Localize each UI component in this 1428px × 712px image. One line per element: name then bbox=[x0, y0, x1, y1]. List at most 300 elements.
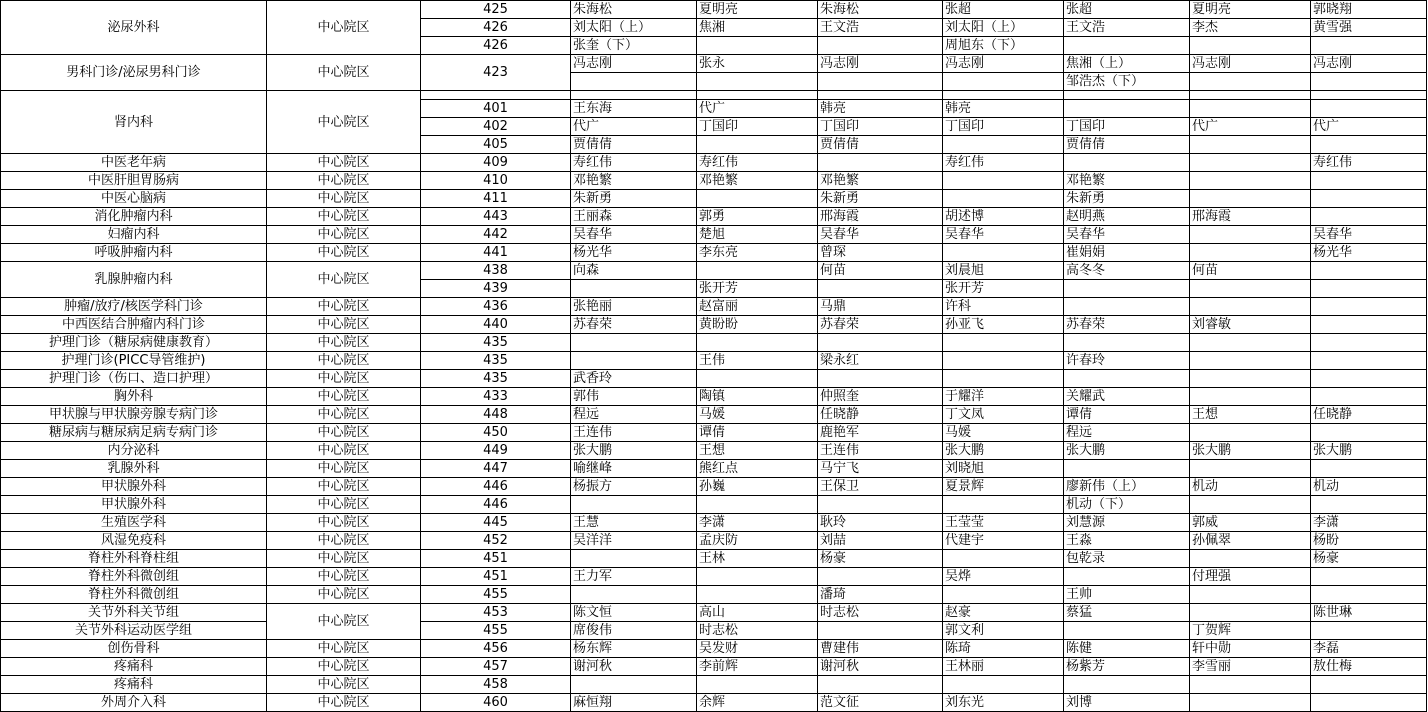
doctor-cell[interactable]: 刘慧源 bbox=[1064, 514, 1190, 532]
room-cell[interactable]: 453 bbox=[421, 604, 571, 622]
doctor-cell[interactable]: 王帅 bbox=[1064, 586, 1190, 604]
doctor-cell[interactable]: 代广 bbox=[1311, 118, 1427, 136]
doctor-cell[interactable]: 丁国印 bbox=[943, 118, 1064, 136]
doctor-cell[interactable]: 焦湘（上） bbox=[1064, 55, 1190, 73]
department-cell[interactable]: 胸外科 bbox=[1, 388, 267, 406]
doctor-cell[interactable]: 丁文凤 bbox=[943, 406, 1064, 424]
doctor-cell[interactable]: 朱海松 bbox=[818, 1, 943, 19]
doctor-cell[interactable]: 郭文利 bbox=[943, 622, 1064, 640]
doctor-cell[interactable]: 李潇 bbox=[1311, 514, 1427, 532]
doctor-cell[interactable] bbox=[818, 154, 943, 172]
room-cell[interactable]: 451 bbox=[421, 550, 571, 568]
doctor-cell[interactable]: 李东亮 bbox=[697, 244, 818, 262]
room-cell[interactable]: 446 bbox=[421, 478, 571, 496]
department-cell[interactable]: 中医老年病 bbox=[1, 154, 267, 172]
doctor-cell[interactable] bbox=[1064, 154, 1190, 172]
doctor-cell[interactable] bbox=[571, 586, 697, 604]
doctor-cell[interactable] bbox=[697, 37, 818, 55]
doctor-cell[interactable]: 崔娟娟 bbox=[1064, 244, 1190, 262]
doctor-cell[interactable]: 孙亚飞 bbox=[943, 316, 1064, 334]
room-cell[interactable]: 447 bbox=[421, 460, 571, 478]
campus-cell[interactable]: 中心院区 bbox=[267, 460, 421, 478]
doctor-cell[interactable] bbox=[818, 568, 943, 586]
doctor-cell[interactable]: 张艳丽 bbox=[571, 298, 697, 316]
doctor-cell[interactable]: 关耀武 bbox=[1064, 388, 1190, 406]
room-cell[interactable]: 441 bbox=[421, 244, 571, 262]
doctor-cell[interactable]: 杨振方 bbox=[571, 478, 697, 496]
doctor-cell[interactable] bbox=[1064, 622, 1190, 640]
doctor-cell[interactable] bbox=[571, 496, 697, 514]
doctor-cell[interactable]: 吴春华 bbox=[943, 226, 1064, 244]
doctor-cell[interactable]: 冯志刚 bbox=[1190, 55, 1311, 73]
room-cell[interactable]: 402 bbox=[421, 118, 571, 136]
doctor-cell[interactable] bbox=[1190, 424, 1311, 442]
doctor-cell[interactable]: 郭勇 bbox=[697, 208, 818, 226]
doctor-cell[interactable]: 许科 bbox=[943, 298, 1064, 316]
doctor-cell[interactable]: 梁永红 bbox=[818, 352, 943, 370]
doctor-cell[interactable]: 杨豪 bbox=[818, 550, 943, 568]
doctor-cell[interactable]: 苏春荣 bbox=[571, 316, 697, 334]
room-cell[interactable]: 409 bbox=[421, 154, 571, 172]
doctor-cell[interactable]: 谢河秋 bbox=[818, 658, 943, 676]
doctor-cell[interactable] bbox=[697, 190, 818, 208]
doctor-cell[interactable] bbox=[697, 334, 818, 352]
doctor-cell[interactable]: 胡述博 bbox=[943, 208, 1064, 226]
campus-cell[interactable]: 中心院区 bbox=[267, 442, 421, 460]
department-cell[interactable]: 甲状腺外科 bbox=[1, 496, 267, 514]
doctor-cell[interactable]: 张奎（下） bbox=[571, 37, 697, 55]
doctor-cell[interactable]: 机动 bbox=[1190, 478, 1311, 496]
doctor-cell[interactable]: 刘喆 bbox=[818, 532, 943, 550]
doctor-cell[interactable]: 楚旭 bbox=[697, 226, 818, 244]
doctor-cell[interactable]: 王伟 bbox=[697, 352, 818, 370]
doctor-cell[interactable]: 代建宇 bbox=[943, 532, 1064, 550]
doctor-cell[interactable]: 张永 bbox=[697, 55, 818, 73]
doctor-cell[interactable]: 丁贺辉 bbox=[1190, 622, 1311, 640]
doctor-cell[interactable] bbox=[818, 73, 943, 91]
doctor-cell[interactable] bbox=[1311, 298, 1427, 316]
campus-cell[interactable]: 中心院区 bbox=[267, 226, 421, 244]
doctor-cell[interactable]: 李磊 bbox=[1311, 640, 1427, 658]
doctor-cell[interactable] bbox=[1311, 262, 1427, 280]
doctor-cell[interactable] bbox=[943, 370, 1064, 388]
doctor-cell[interactable]: 朱海松 bbox=[571, 1, 697, 19]
doctor-cell[interactable] bbox=[1311, 136, 1427, 154]
doctor-cell[interactable]: 李杰 bbox=[1190, 19, 1311, 37]
doctor-cell[interactable] bbox=[1190, 280, 1311, 298]
doctor-cell[interactable]: 王保卫 bbox=[818, 478, 943, 496]
doctor-cell[interactable]: 喻继峰 bbox=[571, 460, 697, 478]
doctor-cell[interactable]: 代广 bbox=[697, 100, 818, 118]
doctor-cell[interactable]: 王想 bbox=[697, 442, 818, 460]
doctor-cell[interactable]: 王力军 bbox=[571, 568, 697, 586]
doctor-cell[interactable] bbox=[818, 334, 943, 352]
doctor-cell[interactable] bbox=[1064, 280, 1190, 298]
campus-cell[interactable]: 中心院区 bbox=[267, 424, 421, 442]
doctor-cell[interactable]: 马媛 bbox=[943, 424, 1064, 442]
doctor-cell[interactable]: 王淼 bbox=[1064, 532, 1190, 550]
department-cell[interactable]: 内分泌科 bbox=[1, 442, 267, 460]
doctor-cell[interactable]: 丁国印 bbox=[1064, 118, 1190, 136]
doctor-cell[interactable] bbox=[943, 244, 1064, 262]
campus-cell[interactable]: 中心院区 bbox=[267, 55, 421, 91]
room-cell[interactable]: 449 bbox=[421, 442, 571, 460]
department-cell[interactable]: 脊柱外科微创组 bbox=[1, 568, 267, 586]
doctor-cell[interactable]: 赵富丽 bbox=[697, 298, 818, 316]
doctor-cell[interactable] bbox=[943, 73, 1064, 91]
doctor-cell[interactable] bbox=[1190, 352, 1311, 370]
room-cell[interactable]: 435 bbox=[421, 370, 571, 388]
doctor-cell[interactable] bbox=[697, 568, 818, 586]
doctor-cell[interactable]: 黄雪强 bbox=[1311, 19, 1427, 37]
doctor-cell[interactable] bbox=[1190, 676, 1311, 694]
doctor-cell[interactable]: 孟庆防 bbox=[697, 532, 818, 550]
room-cell[interactable]: 405 bbox=[421, 136, 571, 154]
doctor-cell[interactable] bbox=[1190, 73, 1311, 91]
doctor-cell[interactable]: 邓艳繁 bbox=[1064, 172, 1190, 190]
room-cell[interactable]: 401 bbox=[421, 100, 571, 118]
room-cell[interactable]: 448 bbox=[421, 406, 571, 424]
department-cell[interactable]: 泌尿外科 bbox=[1, 1, 267, 55]
campus-cell[interactable]: 中心院区 bbox=[267, 334, 421, 352]
doctor-cell[interactable]: 高冬冬 bbox=[1064, 262, 1190, 280]
doctor-cell[interactable]: 轩中勋 bbox=[1190, 640, 1311, 658]
department-cell[interactable]: 疼痛科 bbox=[1, 676, 267, 694]
doctor-cell[interactable] bbox=[1190, 244, 1311, 262]
room-cell[interactable]: 455 bbox=[421, 622, 571, 640]
doctor-cell[interactable]: 吴发财 bbox=[697, 640, 818, 658]
doctor-cell[interactable] bbox=[1311, 316, 1427, 334]
campus-cell[interactable]: 中心院区 bbox=[267, 496, 421, 514]
doctor-cell[interactable]: 杨光华 bbox=[571, 244, 697, 262]
doctor-cell[interactable] bbox=[818, 37, 943, 55]
doctor-cell[interactable] bbox=[571, 334, 697, 352]
doctor-cell[interactable] bbox=[1064, 298, 1190, 316]
doctor-cell[interactable]: 余辉 bbox=[697, 694, 818, 712]
room-cell[interactable]: 450 bbox=[421, 424, 571, 442]
doctor-cell[interactable]: 刘睿敏 bbox=[1190, 316, 1311, 334]
department-cell[interactable]: 呼吸肿瘤内科 bbox=[1, 244, 267, 262]
room-cell[interactable]: 452 bbox=[421, 532, 571, 550]
room-cell[interactable]: 435 bbox=[421, 352, 571, 370]
doctor-cell[interactable]: 杨光华 bbox=[1311, 244, 1427, 262]
doctor-cell[interactable]: 马鼎 bbox=[818, 298, 943, 316]
doctor-cell[interactable] bbox=[1311, 370, 1427, 388]
doctor-cell[interactable]: 曹建伟 bbox=[818, 640, 943, 658]
doctor-cell[interactable] bbox=[1311, 586, 1427, 604]
doctor-cell[interactable]: 朱新勇 bbox=[1064, 190, 1190, 208]
doctor-cell[interactable] bbox=[818, 91, 943, 100]
campus-cell[interactable]: 中心院区 bbox=[267, 352, 421, 370]
doctor-cell[interactable]: 夏明亮 bbox=[1190, 1, 1311, 19]
doctor-cell[interactable] bbox=[1311, 91, 1427, 100]
doctor-cell[interactable]: 王林 bbox=[697, 550, 818, 568]
doctor-cell[interactable]: 赵豪 bbox=[943, 604, 1064, 622]
doctor-cell[interactable] bbox=[943, 172, 1064, 190]
doctor-cell[interactable]: 时志松 bbox=[818, 604, 943, 622]
doctor-cell[interactable]: 机动（下） bbox=[1064, 496, 1190, 514]
doctor-cell[interactable]: 何苗 bbox=[818, 262, 943, 280]
doctor-cell[interactable]: 陈琦 bbox=[943, 640, 1064, 658]
campus-cell[interactable]: 中心院区 bbox=[267, 244, 421, 262]
campus-cell[interactable]: 中心院区 bbox=[267, 658, 421, 676]
doctor-cell[interactable] bbox=[697, 262, 818, 280]
doctor-cell[interactable] bbox=[1311, 388, 1427, 406]
doctor-cell[interactable] bbox=[1064, 334, 1190, 352]
doctor-cell[interactable]: 苏春荣 bbox=[1064, 316, 1190, 334]
doctor-cell[interactable]: 冯志刚 bbox=[571, 55, 697, 73]
doctor-cell[interactable] bbox=[697, 496, 818, 514]
doctor-cell[interactable] bbox=[818, 676, 943, 694]
campus-cell[interactable]: 中心院区 bbox=[267, 586, 421, 604]
campus-cell[interactable]: 中心院区 bbox=[267, 298, 421, 316]
doctor-cell[interactable]: 付理强 bbox=[1190, 568, 1311, 586]
department-cell[interactable]: 消化肿瘤内科 bbox=[1, 208, 267, 226]
campus-cell[interactable]: 中心院区 bbox=[267, 640, 421, 658]
doctor-cell[interactable]: 廖新伟（上） bbox=[1064, 478, 1190, 496]
doctor-cell[interactable]: 程远 bbox=[571, 406, 697, 424]
doctor-cell[interactable] bbox=[697, 136, 818, 154]
doctor-cell[interactable] bbox=[1064, 370, 1190, 388]
doctor-cell[interactable]: 赵明燕 bbox=[1064, 208, 1190, 226]
doctor-cell[interactable]: 机动 bbox=[1311, 478, 1427, 496]
doctor-cell[interactable]: 丁国印 bbox=[697, 118, 818, 136]
doctor-cell[interactable] bbox=[697, 91, 818, 100]
room-cell[interactable]: 439 bbox=[421, 280, 571, 298]
doctor-cell[interactable] bbox=[697, 676, 818, 694]
doctor-cell[interactable]: 夏景辉 bbox=[943, 478, 1064, 496]
doctor-cell[interactable]: 吴烨 bbox=[943, 568, 1064, 586]
department-cell[interactable]: 脊柱外科微创组 bbox=[1, 586, 267, 604]
doctor-cell[interactable]: 蔡猛 bbox=[1064, 604, 1190, 622]
doctor-cell[interactable]: 向森 bbox=[571, 262, 697, 280]
doctor-cell[interactable]: 王文浩 bbox=[1064, 19, 1190, 37]
doctor-cell[interactable] bbox=[1190, 370, 1311, 388]
doctor-cell[interactable]: 谭倩 bbox=[697, 424, 818, 442]
campus-cell[interactable]: 中心院区 bbox=[267, 262, 421, 298]
doctor-cell[interactable]: 寿红伟 bbox=[571, 154, 697, 172]
doctor-cell[interactable] bbox=[818, 496, 943, 514]
campus-cell[interactable]: 中心院区 bbox=[267, 532, 421, 550]
department-cell[interactable]: 乳腺肿瘤内科 bbox=[1, 262, 267, 298]
doctor-cell[interactable]: 敖仕梅 bbox=[1311, 658, 1427, 676]
campus-cell[interactable]: 中心院区 bbox=[267, 604, 421, 640]
doctor-cell[interactable] bbox=[818, 280, 943, 298]
room-cell[interactable]: 458 bbox=[421, 676, 571, 694]
doctor-cell[interactable]: 吴春华 bbox=[1064, 226, 1190, 244]
doctor-cell[interactable]: 王连伟 bbox=[818, 442, 943, 460]
doctor-cell[interactable] bbox=[1190, 496, 1311, 514]
doctor-cell[interactable] bbox=[1190, 694, 1311, 712]
department-cell[interactable]: 肿瘤/放疗/核医学科门诊 bbox=[1, 298, 267, 316]
room-cell[interactable]: 440 bbox=[421, 316, 571, 334]
doctor-cell[interactable] bbox=[943, 190, 1064, 208]
doctor-cell[interactable] bbox=[943, 550, 1064, 568]
doctor-cell[interactable]: 刘晓旭 bbox=[943, 460, 1064, 478]
doctor-cell[interactable] bbox=[943, 676, 1064, 694]
doctor-cell[interactable]: 耿玲 bbox=[818, 514, 943, 532]
department-cell[interactable]: 甲状腺外科 bbox=[1, 478, 267, 496]
doctor-cell[interactable] bbox=[1190, 604, 1311, 622]
doctor-cell[interactable] bbox=[1190, 37, 1311, 55]
doctor-cell[interactable] bbox=[1190, 334, 1311, 352]
doctor-cell[interactable]: 郭威 bbox=[1190, 514, 1311, 532]
room-cell[interactable]: 433 bbox=[421, 388, 571, 406]
doctor-cell[interactable] bbox=[1190, 136, 1311, 154]
doctor-cell[interactable]: 郭晓翔 bbox=[1311, 1, 1427, 19]
doctor-cell[interactable] bbox=[1311, 424, 1427, 442]
department-cell[interactable]: 风湿免疫科 bbox=[1, 532, 267, 550]
room-cell[interactable] bbox=[421, 91, 571, 100]
doctor-cell[interactable] bbox=[1311, 190, 1427, 208]
doctor-cell[interactable]: 马媛 bbox=[697, 406, 818, 424]
doctor-cell[interactable]: 许春玲 bbox=[1064, 352, 1190, 370]
doctor-cell[interactable]: 夏明亮 bbox=[697, 1, 818, 19]
doctor-cell[interactable]: 吴春华 bbox=[818, 226, 943, 244]
doctor-cell[interactable]: 谢河秋 bbox=[571, 658, 697, 676]
doctor-cell[interactable]: 于耀洋 bbox=[943, 388, 1064, 406]
doctor-cell[interactable]: 杨东辉 bbox=[571, 640, 697, 658]
doctor-cell[interactable]: 程远 bbox=[1064, 424, 1190, 442]
campus-cell[interactable]: 中心院区 bbox=[267, 550, 421, 568]
doctor-cell[interactable]: 贾倩倩 bbox=[1064, 136, 1190, 154]
campus-cell[interactable]: 中心院区 bbox=[267, 568, 421, 586]
doctor-cell[interactable]: 张开芳 bbox=[697, 280, 818, 298]
doctor-cell[interactable]: 张开芳 bbox=[943, 280, 1064, 298]
doctor-cell[interactable]: 刘博 bbox=[1064, 694, 1190, 712]
doctor-cell[interactable]: 黄盼盼 bbox=[697, 316, 818, 334]
doctor-cell[interactable]: 冯志刚 bbox=[1311, 55, 1427, 73]
doctor-cell[interactable]: 潘琦 bbox=[818, 586, 943, 604]
doctor-cell[interactable]: 刘东光 bbox=[943, 694, 1064, 712]
doctor-cell[interactable] bbox=[943, 91, 1064, 100]
doctor-cell[interactable] bbox=[818, 622, 943, 640]
doctor-cell[interactable]: 杨豪 bbox=[1311, 550, 1427, 568]
doctor-cell[interactable]: 朱新勇 bbox=[571, 190, 697, 208]
room-cell[interactable]: 411 bbox=[421, 190, 571, 208]
doctor-cell[interactable]: 邓艳繁 bbox=[818, 172, 943, 190]
doctor-cell[interactable]: 张大鹏 bbox=[943, 442, 1064, 460]
doctor-cell[interactable]: 任晓静 bbox=[818, 406, 943, 424]
doctor-cell[interactable] bbox=[1190, 550, 1311, 568]
room-cell[interactable]: 443 bbox=[421, 208, 571, 226]
doctor-cell[interactable]: 吴洋洋 bbox=[571, 532, 697, 550]
room-cell[interactable]: 451 bbox=[421, 568, 571, 586]
doctor-cell[interactable] bbox=[1190, 100, 1311, 118]
doctor-cell[interactable] bbox=[1190, 190, 1311, 208]
doctor-cell[interactable] bbox=[1190, 586, 1311, 604]
doctor-cell[interactable]: 苏春荣 bbox=[818, 316, 943, 334]
campus-cell[interactable]: 中心院区 bbox=[267, 1, 421, 55]
doctor-cell[interactable]: 代广 bbox=[1190, 118, 1311, 136]
doctor-cell[interactable] bbox=[1190, 226, 1311, 244]
doctor-cell[interactable] bbox=[1190, 460, 1311, 478]
doctor-cell[interactable]: 刘太阳（上） bbox=[571, 19, 697, 37]
doctor-cell[interactable]: 吴春华 bbox=[1311, 226, 1427, 244]
doctor-cell[interactable]: 杨盼 bbox=[1311, 532, 1427, 550]
doctor-cell[interactable] bbox=[1311, 460, 1427, 478]
doctor-cell[interactable]: 吴春华 bbox=[571, 226, 697, 244]
doctor-cell[interactable] bbox=[943, 496, 1064, 514]
campus-cell[interactable]: 中心院区 bbox=[267, 316, 421, 334]
doctor-cell[interactable]: 王想 bbox=[1190, 406, 1311, 424]
doctor-cell[interactable]: 邹浩杰（下） bbox=[1064, 73, 1190, 91]
doctor-cell[interactable] bbox=[571, 676, 697, 694]
department-cell[interactable]: 中医心脑病 bbox=[1, 190, 267, 208]
doctor-cell[interactable] bbox=[1190, 154, 1311, 172]
doctor-cell[interactable]: 张大鹏 bbox=[1311, 442, 1427, 460]
doctor-cell[interactable] bbox=[818, 370, 943, 388]
doctor-cell[interactable] bbox=[1190, 172, 1311, 190]
doctor-cell[interactable]: 高山 bbox=[697, 604, 818, 622]
room-cell[interactable]: 426 bbox=[421, 19, 571, 37]
doctor-cell[interactable] bbox=[943, 352, 1064, 370]
doctor-cell[interactable] bbox=[1311, 208, 1427, 226]
doctor-cell[interactable] bbox=[1190, 91, 1311, 100]
doctor-cell[interactable] bbox=[1311, 100, 1427, 118]
doctor-cell[interactable]: 陈文恒 bbox=[571, 604, 697, 622]
doctor-cell[interactable]: 陈健 bbox=[1064, 640, 1190, 658]
doctor-cell[interactable]: 王连伟 bbox=[571, 424, 697, 442]
doctor-cell[interactable]: 麻恒翔 bbox=[571, 694, 697, 712]
campus-cell[interactable]: 中心院区 bbox=[267, 370, 421, 388]
room-cell[interactable]: 445 bbox=[421, 514, 571, 532]
department-cell[interactable]: 脊柱外科脊柱组 bbox=[1, 550, 267, 568]
doctor-cell[interactable] bbox=[1311, 172, 1427, 190]
doctor-cell[interactable]: 张大鹏 bbox=[571, 442, 697, 460]
doctor-cell[interactable]: 仲照奎 bbox=[818, 388, 943, 406]
doctor-cell[interactable]: 孙佩翠 bbox=[1190, 532, 1311, 550]
department-cell[interactable]: 肾内科 bbox=[1, 91, 267, 154]
campus-cell[interactable]: 中心院区 bbox=[267, 208, 421, 226]
doctor-cell[interactable]: 邓艳繁 bbox=[697, 172, 818, 190]
campus-cell[interactable]: 中心院区 bbox=[267, 388, 421, 406]
doctor-cell[interactable]: 陈世琳 bbox=[1311, 604, 1427, 622]
doctor-cell[interactable]: 韩亮 bbox=[943, 100, 1064, 118]
doctor-cell[interactable]: 陶镇 bbox=[697, 388, 818, 406]
doctor-cell[interactable] bbox=[1311, 73, 1427, 91]
doctor-cell[interactable]: 包乾录 bbox=[1064, 550, 1190, 568]
doctor-cell[interactable] bbox=[1311, 622, 1427, 640]
doctor-cell[interactable]: 朱新勇 bbox=[818, 190, 943, 208]
doctor-cell[interactable]: 王林丽 bbox=[943, 658, 1064, 676]
doctor-cell[interactable] bbox=[943, 586, 1064, 604]
department-cell[interactable]: 关节外科关节组 bbox=[1, 604, 267, 622]
doctor-cell[interactable]: 席俊伟 bbox=[571, 622, 697, 640]
doctor-cell[interactable] bbox=[1311, 334, 1427, 352]
doctor-cell[interactable]: 周旭东（下） bbox=[943, 37, 1064, 55]
doctor-cell[interactable] bbox=[1311, 280, 1427, 298]
department-cell[interactable]: 乳腺外科 bbox=[1, 460, 267, 478]
doctor-cell[interactable]: 张超 bbox=[943, 1, 1064, 19]
department-cell[interactable]: 中医肝胆胃肠病 bbox=[1, 172, 267, 190]
campus-cell[interactable]: 中心院区 bbox=[267, 676, 421, 694]
doctor-cell[interactable] bbox=[943, 136, 1064, 154]
doctor-cell[interactable]: 邢海霞 bbox=[1190, 208, 1311, 226]
room-cell[interactable]: 460 bbox=[421, 694, 571, 712]
doctor-cell[interactable] bbox=[571, 352, 697, 370]
doctor-cell[interactable]: 范文征 bbox=[818, 694, 943, 712]
doctor-cell[interactable]: 王慧 bbox=[571, 514, 697, 532]
doctor-cell[interactable]: 贾倩倩 bbox=[571, 136, 697, 154]
campus-cell[interactable]: 中心院区 bbox=[267, 694, 421, 712]
room-cell[interactable]: 435 bbox=[421, 334, 571, 352]
doctor-cell[interactable]: 马宁飞 bbox=[818, 460, 943, 478]
department-cell[interactable]: 关节外科运动医学组 bbox=[1, 622, 267, 640]
campus-cell[interactable]: 中心院区 bbox=[267, 172, 421, 190]
doctor-cell[interactable]: 张大鹏 bbox=[1064, 442, 1190, 460]
doctor-cell[interactable]: 冯志刚 bbox=[818, 55, 943, 73]
